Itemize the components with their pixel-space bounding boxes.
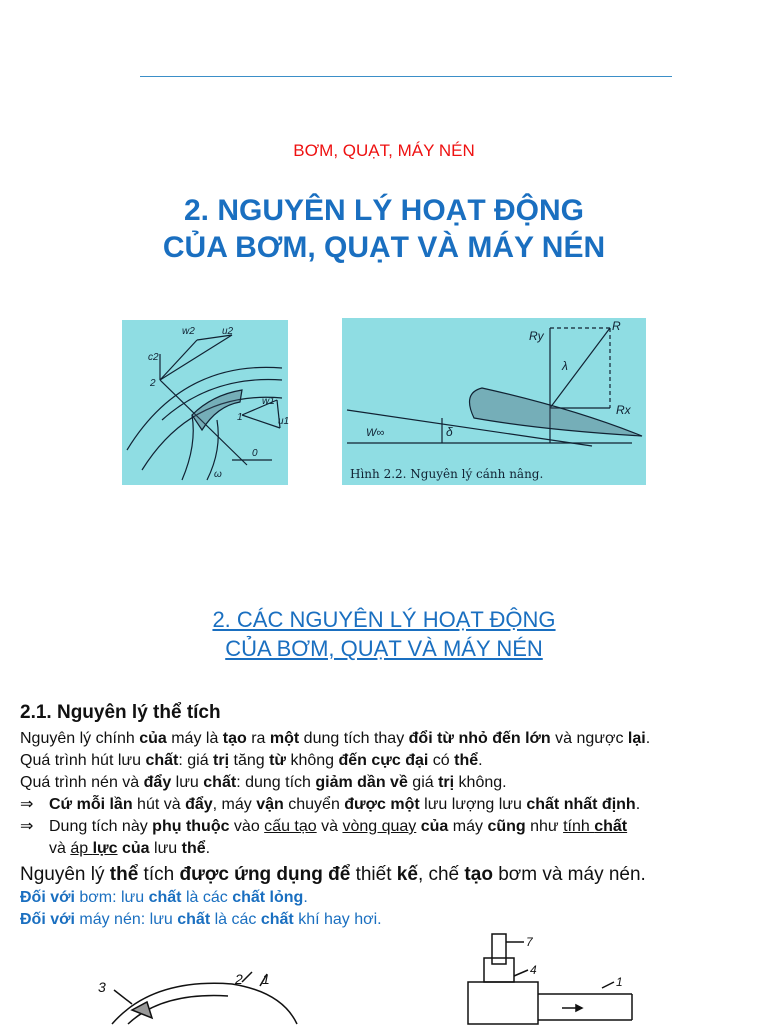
fig2-label-rx: Rx — [616, 403, 631, 417]
page-title — [0, 192, 768, 266]
fig1-label: 0 — [252, 448, 258, 459]
fig1-label: w1 — [262, 396, 275, 407]
fig1-label: w2 — [182, 326, 195, 337]
airfoil-lift-figure — [342, 318, 646, 485]
subsection-heading: 2.1. Nguyên lý thể tích — [20, 702, 221, 723]
piston-compressor-figure — [462, 928, 652, 1024]
fig2-label-r: R — [612, 319, 621, 333]
fig2-label-delta: δ — [446, 425, 453, 439]
page-title-line2: CỦA BƠM, QUẠT VÀ MÁY NÉN — [162, 231, 606, 264]
fig2-label-lambda: λ — [562, 359, 568, 373]
paragraph-suction: Quá trình hút lưu chất: giá trị tăng từ không đến cực đại có thể. — [20, 752, 483, 769]
piston-compressor-diagram — [462, 928, 652, 1024]
fig1-label: 1 — [237, 412, 243, 423]
implies-arrow-icon: ⇒ — [20, 796, 34, 813]
section-title — [0, 605, 768, 663]
page-title-line1: 2. NGUYÊN LÝ HOẠT ĐỘNG — [183, 194, 585, 227]
fig4-label: 7 — [526, 935, 533, 949]
paragraph-pump: Đối với bơm: lưu chất là các chất lỏng. — [20, 889, 308, 906]
impeller-diagram — [122, 320, 288, 485]
implies-arrow-icon: ⇒ — [20, 818, 34, 835]
paragraph-compressor: Đối với máy nén: lưu chất là các chất khí hay hơi. — [20, 911, 382, 928]
fig1-label: u2 — [222, 326, 234, 337]
paragraph-application: Nguyên lý thể tích được ứng dụng để thiết kế, chế tạo bơm và máy nén. — [20, 864, 646, 885]
content-body — [20, 702, 750, 931]
fig3-label: 1 — [262, 971, 270, 987]
fig1-label: u1 — [278, 416, 290, 427]
fig1-label: 2 — [150, 378, 156, 389]
section-title-line2: CỦA BƠM, QUẠT VÀ MÁY NÉN — [225, 636, 543, 661]
fig1-label: c2 — [148, 352, 159, 363]
top-divider — [140, 76, 672, 77]
fig3-label: 2 — [235, 971, 243, 987]
fig2-label-w: W∞ — [366, 427, 385, 439]
paragraph-flow-arrow: ⇒ Cứ mỗi lần hút và đẩy, máy vận chuyển được một lưu lượng lưu chất nhất định. — [20, 794, 750, 816]
fig4-label: 1 — [616, 975, 623, 989]
fig1-label: ω — [214, 469, 222, 480]
paragraph-volume-arrow: ⇒ Dung tích này phụ thuộc vào cấu tạo và vòng quay của máy cũng như tính chất và áp lực của lưu thể. — [20, 816, 750, 860]
impeller-velocity-figure — [122, 320, 288, 485]
section-title-line1: 2. CÁC NGUYÊN LÝ HOẠT ĐỘNG — [212, 607, 556, 632]
fig2-label-ry: Ry — [529, 329, 544, 343]
fig2-caption: Hình 2.2. Nguyên lý cánh nâng. — [350, 467, 544, 481]
subject-header: BƠM, QUẠT, MÁY NÉN — [293, 141, 475, 160]
fig3-label: 3 — [98, 979, 106, 995]
rotary-pump-figure — [92, 970, 302, 1024]
rotary-pump-diagram — [92, 970, 302, 1024]
paragraph-compression: Quá trình nén và đẩy lưu chất: dung tích giảm dần về giá trị không. — [20, 774, 507, 791]
airfoil-diagram — [342, 318, 646, 485]
paragraph-principle: Nguyên lý chính của máy là tạo ra một dung tích thay đổi từ nhỏ đến lớn và ngược lại. — [20, 730, 651, 747]
fig4-label: 4 — [530, 963, 537, 977]
